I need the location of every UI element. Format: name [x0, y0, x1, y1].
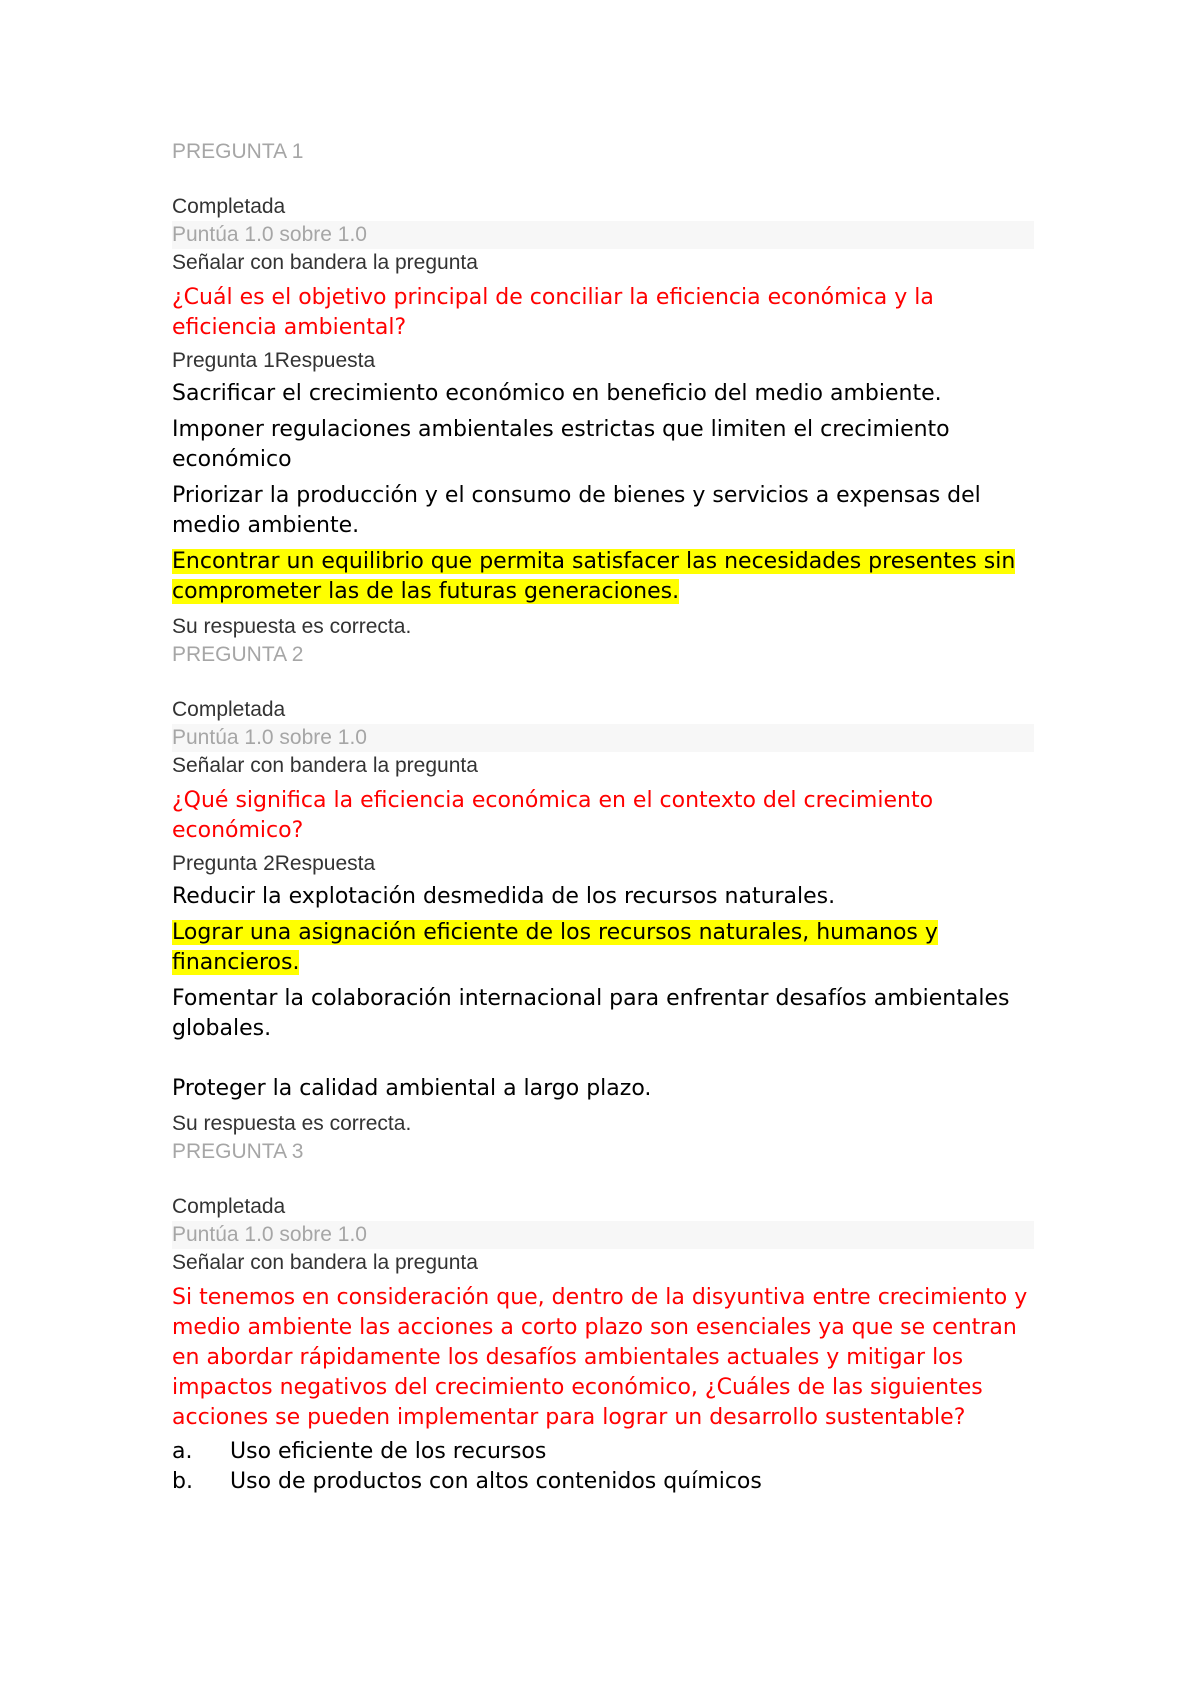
- answer-option[interactable]: [172, 1074, 1034, 1104]
- flag-question-link[interactable]: Señalar con bandera la pregunta: [172, 251, 478, 274]
- question-grade: Puntúa 1.0 sobre 1.0: [172, 221, 1034, 249]
- answer-text: Reducir la explotación desmedida de los recursos naturales.: [172, 884, 836, 909]
- answer-text: Imponer regulaciones ambientales estrictas que limiten el crecimiento económico: [172, 417, 950, 472]
- answer-list: [172, 1437, 1034, 1497]
- answer-text: Uso de productos con altos contenidos químicos: [230, 1469, 762, 1494]
- question-grade: Puntúa 1.0 sobre 1.0: [172, 1221, 1034, 1249]
- answer-option[interactable]: [172, 1467, 1034, 1497]
- answer-text-highlighted: Encontrar un equilibrio que permita satisfacer las necesidades presentes sin comprometer las de las futuras generaciones.: [172, 549, 1016, 604]
- answer-text: Priorizar la producción y el consumo de bienes y servicios a expensas del medio ambiente.: [172, 483, 981, 538]
- answer-text: Fomentar la colaboración internacional para enfrentar desafíos ambientales globales.: [172, 986, 1010, 1041]
- flag-question-link[interactable]: Señalar con bandera la pregunta: [172, 1251, 478, 1274]
- answer-option[interactable]: [172, 415, 1034, 475]
- flag-question-link[interactable]: Señalar con bandera la pregunta: [172, 754, 478, 777]
- answer-option[interactable]: [172, 1437, 1034, 1467]
- answer-option-selected[interactable]: [172, 547, 1034, 607]
- response-label: Pregunta 1Respuesta: [172, 349, 376, 372]
- question-1: [172, 138, 1034, 641]
- answer-text: Uso eficiente de los recursos: [230, 1439, 547, 1464]
- answer-option[interactable]: [172, 882, 1034, 912]
- response-label: Pregunta 2Respuesta: [172, 852, 376, 875]
- question-2: [172, 641, 1034, 1138]
- answer-option[interactable]: [172, 379, 1034, 409]
- answer-text: Proteger la calidad ambiental a largo plazo.: [172, 1076, 652, 1101]
- question-text: Si tenemos en consideración que, dentro de la disyuntiva entre crecimiento y medio ambiente las acciones a corto plazo son esenciales ya que se centran en abordar rápidamente los desafíos ambientales actuales y mitigar los impactos negativos del crecimiento económico, ¿Cuáles de las siguientes acciones se pueden implementar para lograr un desarrollo sustentable?: [172, 1285, 1028, 1430]
- quiz-review: [172, 138, 1034, 1497]
- question-number: PREGUNTA 2: [172, 643, 304, 666]
- question-state: Completada: [172, 195, 286, 218]
- question-text: ¿Cuál es el objetivo principal de conciliar la eficiencia económica y la eficiencia ambiental?: [172, 285, 934, 340]
- answer-list: [172, 379, 1034, 607]
- question-3: [172, 1138, 1034, 1497]
- answer-list: [172, 882, 1034, 1104]
- answer-option[interactable]: [172, 984, 1034, 1044]
- question-number: PREGUNTA 1: [172, 140, 304, 163]
- answer-text-highlighted: Lograr una asignación eficiente de los recursos naturales, humanos y financieros.: [172, 920, 938, 975]
- option-letter: b.: [172, 1469, 193, 1494]
- question-grade: Puntúa 1.0 sobre 1.0: [172, 724, 1034, 752]
- option-letter: a.: [172, 1439, 193, 1464]
- answer-option[interactable]: [172, 481, 1034, 541]
- question-number: PREGUNTA 3: [172, 1140, 304, 1163]
- answer-option-selected[interactable]: [172, 918, 1034, 978]
- feedback-text: Su respuesta es correcta.: [172, 1112, 412, 1135]
- feedback-text: Su respuesta es correcta.: [172, 615, 412, 638]
- answer-text: Sacrificar el crecimiento económico en beneficio del medio ambiente.: [172, 381, 942, 406]
- question-state: Completada: [172, 698, 286, 721]
- question-text: ¿Qué significa la eficiencia económica en el contexto del crecimiento económico?: [172, 788, 934, 843]
- question-state: Completada: [172, 1195, 286, 1218]
